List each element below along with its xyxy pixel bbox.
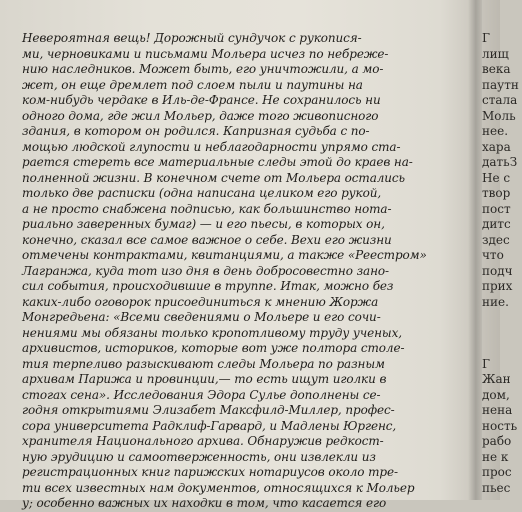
- adjacent-page-line: пьес: [482, 480, 511, 495]
- adjacent-page-line: Моль: [482, 108, 516, 123]
- text-line: сора университета Радклиф-Гарвард, и Мадлены Юргенс,: [22, 418, 397, 433]
- adjacent-page-line: [482, 326, 522, 342]
- text-line: Лагранжа, куда тот изо дня в день добросовестно зано-: [22, 263, 389, 278]
- adjacent-page-line: что: [482, 248, 504, 262]
- adjacent-page-line: Г: [482, 31, 490, 45]
- adjacent-page-line: рабо: [482, 434, 512, 448]
- adjacent-page-line: стала: [482, 93, 518, 107]
- adjacent-page-line: Не с: [482, 170, 511, 185]
- adjacent-page-line: паутн: [482, 77, 519, 92]
- adjacent-page-line: пост: [482, 201, 511, 216]
- adjacent-page-line: нее.: [482, 124, 509, 138]
- text-line: а не просто снабжена подписью, как большинство нота-: [22, 201, 392, 216]
- text-line: сил события, происходившие в труппе. Итак, можно без: [22, 279, 394, 293]
- adjacent-page-line: ность: [482, 418, 518, 433]
- text-line: архивам Парижа и провинции,— то есть ищут иголки в: [22, 372, 387, 386]
- adjacent-page-line: лищ: [482, 46, 509, 61]
- adjacent-page-line: Жан: [482, 372, 511, 386]
- text-line: отмечены контрактами, квитанциями, а также «Реестром»: [22, 248, 427, 262]
- text-line: жет, он еще дремлет под слоем пыли и паутины на: [22, 77, 363, 92]
- text-line: риально заверенных бумаг) — и его пьесы, в которых он,: [22, 217, 385, 231]
- text-line: мощью людской глупости и неблагодарности упрямо ста-: [22, 139, 401, 154]
- adjacent-page-line: ние.: [482, 294, 509, 309]
- text-line: хранителя Национального архива. Обнаружив редкост-: [22, 434, 384, 448]
- text-line: рается стереть все материальные следы этой до краев на-: [22, 155, 413, 169]
- text-line: ком-нибудь чердаке в Иль-де-Франсе. Не сохранилось ни: [22, 93, 381, 107]
- text-line: регистрационных книг парижских нотариусов около тре-: [22, 465, 398, 479]
- text-line: полненной жизни. В конечном счете от Мольера остались: [22, 170, 405, 185]
- text-line: одного дома, где жил Мольер, даже того живописного: [22, 108, 379, 123]
- text-line: нениями мы обязаны только кропотливому труду ученых,: [22, 325, 402, 340]
- text-line: Монгредьена: «Всеми сведениями о Мольере и его сочи-: [22, 310, 381, 324]
- adjacent-page-line: [482, 341, 522, 357]
- text-line: ми, черновиками и письмами Мольера исчез по небреже-: [22, 46, 389, 61]
- adjacent-page-line: подч: [482, 263, 513, 278]
- text-line: конечно, сказал все самое важное о себе. Вехи его жизни: [22, 232, 392, 247]
- adjacent-page-text-column: [482, 31, 522, 496]
- text-line: годня открытиями Элизабет Максфилд-Миллер, профес-: [22, 403, 395, 417]
- text-line: ную эрудицию и самоотверженность, они извлекли из: [22, 449, 376, 464]
- text-line: нию наследников. Может быть, его уничтожили, а мо-: [22, 62, 384, 76]
- adjacent-page-line: здес: [482, 232, 510, 247]
- text-line: стогах сена». Исследования Эдора Сулье дополнены се-: [22, 387, 381, 402]
- text-line: здания, в котором он родился. Капризная судьба с по-: [22, 124, 370, 138]
- adjacent-page-line: дитс: [482, 217, 511, 231]
- text-line: каких-либо оговорок присоединиться к мнению Жоржа: [22, 294, 379, 309]
- main-text-column: [22, 31, 472, 512]
- adjacent-page-line: [482, 310, 522, 326]
- text-line: архивистов, историков, которые вот уже полтора столе-: [22, 341, 405, 355]
- text-line: у; особенно важных их находки в том, что касается его: [22, 496, 387, 510]
- adjacent-page-line: нена: [482, 403, 513, 417]
- text-line: тия терпеливо разыскивают следы Мольера по разным: [22, 356, 385, 371]
- adjacent-page-line: Г: [482, 356, 490, 371]
- text-line: ти всех известных нам документов, относящихся к Мольер: [22, 480, 415, 495]
- page-gutter-shadow: [468, 0, 482, 500]
- text-line: Невероятная вещь! Дорожный сундучок с рукопися-: [22, 31, 362, 45]
- adjacent-page-line: твор: [482, 186, 511, 200]
- adjacent-page-line: хара: [482, 139, 511, 154]
- adjacent-page-line: не к: [482, 449, 509, 464]
- adjacent-page-line: датьЗ: [482, 155, 518, 169]
- text-line: только две расписки (одна написана целиком его рукой,: [22, 186, 382, 200]
- adjacent-page-line: века: [482, 62, 511, 76]
- adjacent-page-line: прос: [482, 465, 512, 479]
- adjacent-page-line: дом,: [482, 387, 510, 402]
- adjacent-page-line: прих: [482, 279, 513, 293]
